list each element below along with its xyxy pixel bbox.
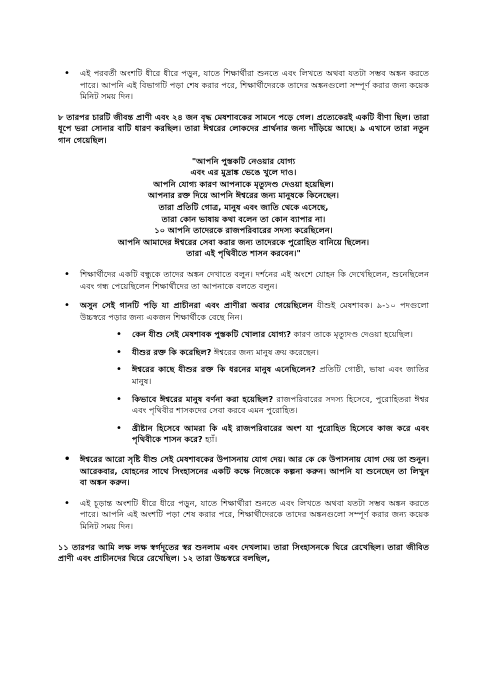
- scripture-verse-11-12: ১১ তারপর আমি লক্ষ লক্ষ স্বর্গদূতের স্বর শুনলাম এবং দেখলাম। তারা সিংহাসনকে ঘিরে রেখেছিল। তারা জীবিত প্রাণী এবং প্রাচীনদের ঘিরে রেখেছিল। ১২ তারা উচ্চস্বরে বলছিল,: [58, 541, 429, 564]
- instruction-read-song: [58, 300, 429, 446]
- answer-text: প্রতিটি গোষ্ঠী, ভাষা এবং জাতির মানুষ।: [132, 364, 429, 387]
- quote-line: তারা প্রতিটি গোত্র, মানুষ এবং জাতি থেকে এসেছে,: [158, 201, 329, 212]
- question-item: [80, 423, 429, 446]
- instruction-show-drawing: • শিক্ষার্থীদের একটি বন্ধুকে তাদের অঙ্কন দেখাতে বলুন। দর্শনের এই অংশে যোহন কি দেখেছিলেন, শুনেছিলেন এবং গন্ধ পেয়েছিলেন শিক্ষার্থীদের তা আপনাকে বলতে বলুন।: [58, 269, 429, 292]
- question-item: [80, 329, 429, 341]
- quote-line: "আপনি পুস্তকটি নেওয়ার যোগ্য: [191, 155, 296, 166]
- instruction-list-top: [58, 68, 429, 103]
- scripture-verse-8-9: ৮ তারপর চারটি জীবন্ত প্রাণী এবং ২৪ জন বৃদ্ধ মেষশাবকের সামনে পড়ে গেল। প্রত্যেকেরই একটি বীণা ছিল। তারা ধূপে ভরা সোনার বাটি ধারণ করছিল। তারা ঈশ্বরের লোকদের প্রার্থনার জন্য দাঁড়িয়ে আছে। ৯ এখানে তারা নতুন গান গেয়েছিল।: [58, 111, 429, 145]
- question-text: যীশুর রক্ত কি করেছিল?: [132, 346, 212, 357]
- instruction-read-final: • এই চূড়ান্ত অংশটি ধীরে ধীরে পড়ুন, যাতে শিক্ষার্থীরা শুনতে এবং লিখতে অথবা যতটা সম্ভব অঙ্কন করতে পারে। আপনি এই অংশটি পড়া শেষ করার পরে, শিক্ষার্থীদেরকে তাদের অঙ্কনগুলো সম্পূর্ণ করার জন্য কয়েক মিনিট সময় দিন।: [58, 498, 429, 533]
- question-item: [80, 394, 429, 417]
- quote-line: ১০ আপনি তাদেরকে রাজপরিবারের সদস্য করেছিলেন।: [154, 225, 333, 236]
- quote-line: আপনি আমাদের ঈশ্বরের সেবা করার জন্য তাদেরকে পুরোহিত বানিয়ে ছিলেন।: [117, 236, 370, 247]
- new-song-quote: [58, 156, 429, 260]
- answer-text: ঈশ্বরের জন্য মানুষ ক্রয় করেছেন।: [211, 346, 319, 357]
- quote-line: আপনার রক্ত দিয়ে আপনি ঈশ্বরের জন্য মানুষকে কিনেছেন।: [148, 190, 339, 201]
- answer-text: হ্যাঁ।: [202, 434, 218, 445]
- quote-line: এবং এর মুদ্রাঙ্ক ভেঙে খুলে দাও।: [190, 167, 297, 178]
- question-text: খ্রীষ্টান হিসেবে আমরা কি এই রাজপরিবারের অংশ যা পুরোহিত হিসেবে কাজ করে এবং পৃথিবীকে শাসন করে?: [132, 422, 429, 445]
- instruction-read-slowly: • এই পরবর্তী অংশটি ধীরে ধীরে পড়ুন, যাতে শিক্ষার্থীরা শুনতে এবং লিখতে অথবা যতটা সম্ভব অঙ্কন করতে পারে। আপনি এই বিভাগটি পড়া শেষ করার পরে, শিক্ষার্থীদেরকে তাদের অঙ্কনগুলো সম্পূর্ণ করার জন্য কয়েক মিনিট সময় দিন।: [58, 68, 429, 103]
- question-text: কিভাবে ঈশ্বরের মানুষ বর্ণনা করা হয়েছিল?: [132, 393, 274, 404]
- quote-line: আপনি যোগ্য কারণ আপনাকে মৃত্যুদণ্ড দেওয়া হয়েছিল।: [153, 178, 334, 189]
- instruction-read-song-rest: যীশুই মেষশাবক। ৯-১০ পদগুলো উচ্চস্বরে পড়ার জন্য একজন শিক্ষার্থীকে বেছে নিন।: [80, 300, 429, 322]
- instruction-list-bottom: [58, 498, 429, 533]
- quote-line: তারা কোন ভাষায় কথা বলেন তা কোন ব্যাপার না।: [161, 213, 326, 224]
- quote-line: তারা এই পৃথিবীতে শাসন করবেন।": [186, 248, 301, 259]
- question-text: কেন যীশু সেই মেষশাবক পুস্তকটি খোলার যোগ্য?: [132, 329, 291, 340]
- instruction-list-middle: [58, 269, 429, 489]
- question-item: [80, 364, 429, 387]
- question-item: [80, 347, 429, 359]
- discussion-questions: [80, 329, 429, 446]
- instruction-creation-worship: • ঈশ্বরের আরো সৃষ্টি যীশু সেই মেষশাবকের উপাসনায় যোগ দেয়। আর কে কে উপাসনায় যোগ দেয় তা শুনুন। আরেকবার, যোহনের সাথে সিংহাসনের একটি কক্ষে নিজেকে কল্পনা করুন। আপনি যা শুনেছেন তা লিখুন বা অঙ্কন করুন।: [58, 454, 429, 489]
- instruction-read-song-lead: অসুন সেই গানটি পড়ি যা প্রাচীনরা এবং প্রাণীরা অবার গেয়েছিলেন: [80, 300, 313, 311]
- question-text: ঈশ্বরের কাছে যীশুর রক্ত কি ধরনের মানুষ এনেছিলেন?: [132, 364, 316, 375]
- answer-text: কারণ তাকে মৃত্যুদণ্ড দেওয়া হয়েছিল।: [290, 329, 413, 340]
- answer-text: রাজপরিবারের সদস্য হিসেবে, পুরোহিতরা ঈশ্বর এবং পৃথিবীর শাসকদের সেবা করবে এমন পুরোহিত।: [132, 393, 430, 416]
